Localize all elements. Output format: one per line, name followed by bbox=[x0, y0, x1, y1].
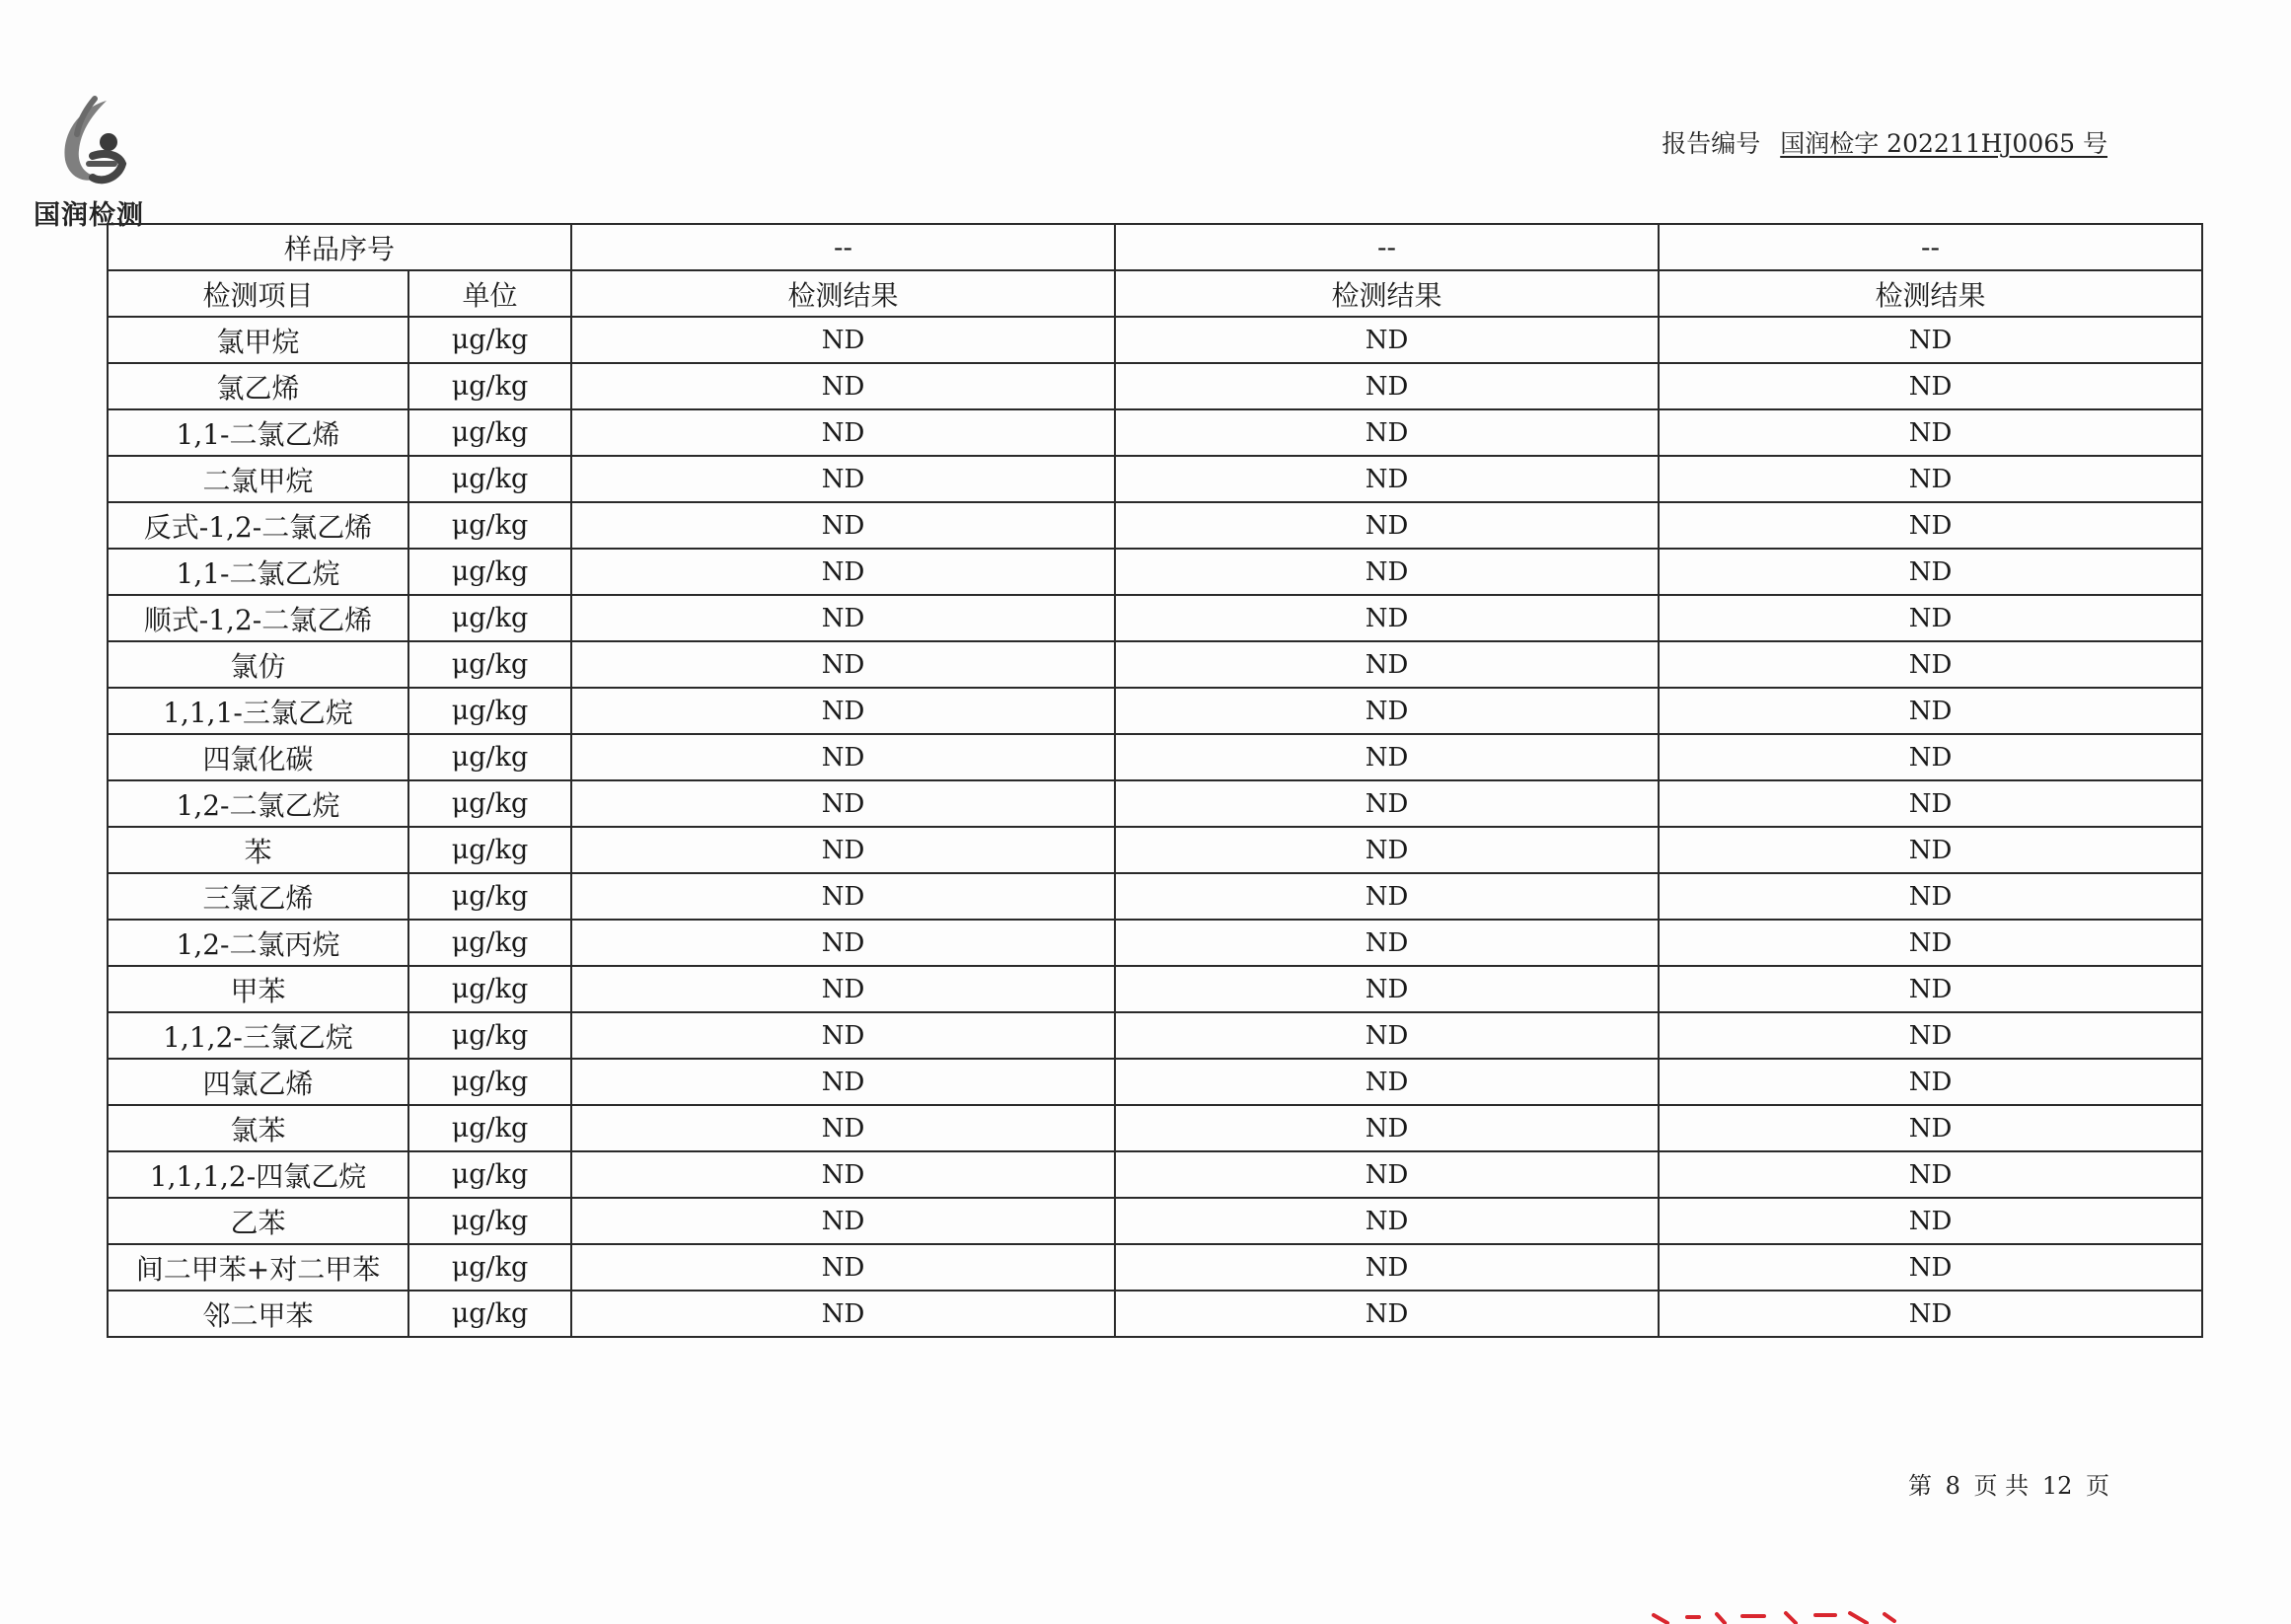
result-cell: ND bbox=[1659, 456, 2202, 502]
result-cell: ND bbox=[571, 1244, 1115, 1291]
results-table bbox=[107, 223, 2203, 1338]
result-cell: ND bbox=[571, 827, 1115, 873]
result-cell: ND bbox=[1659, 920, 2202, 966]
results-table-wrapper bbox=[107, 223, 2201, 1338]
unit-cell: μg/kg bbox=[408, 456, 571, 502]
result-cell: ND bbox=[1659, 827, 2202, 873]
result-cell: ND bbox=[1659, 363, 2202, 409]
table-row bbox=[108, 966, 2202, 1012]
table-row bbox=[108, 688, 2202, 734]
sample-number-value: -- bbox=[1659, 224, 2202, 270]
result-cell: ND bbox=[1659, 1105, 2202, 1151]
table-row bbox=[108, 456, 2202, 502]
page-current: 8 bbox=[1945, 1472, 1960, 1500]
result-cell: ND bbox=[1115, 641, 1659, 688]
item-cell: 1,1,1-三氯乙烷 bbox=[108, 688, 408, 734]
result-cell: ND bbox=[1659, 966, 2202, 1012]
result-cell: ND bbox=[571, 734, 1115, 780]
item-cell: 1,2-二氯丙烷 bbox=[108, 920, 408, 966]
item-cell: 氯乙烯 bbox=[108, 363, 408, 409]
column-header-row bbox=[108, 270, 2202, 317]
result-cell: ND bbox=[1115, 595, 1659, 641]
unit-cell: μg/kg bbox=[408, 595, 571, 641]
page-mid: 页 共 bbox=[1973, 1472, 2030, 1500]
result-cell: ND bbox=[1115, 873, 1659, 920]
result-cell: ND bbox=[1115, 363, 1659, 409]
result-cell: ND bbox=[571, 1059, 1115, 1105]
table-row bbox=[108, 1105, 2202, 1151]
unit-cell: μg/kg bbox=[408, 827, 571, 873]
result-cell: ND bbox=[1115, 1012, 1659, 1059]
table-row bbox=[108, 595, 2202, 641]
result-cell: ND bbox=[1659, 1198, 2202, 1244]
unit-cell: μg/kg bbox=[408, 734, 571, 780]
table-row bbox=[108, 1198, 2202, 1244]
table-row bbox=[108, 920, 2202, 966]
unit-cell: μg/kg bbox=[408, 688, 571, 734]
item-cell: 氯苯 bbox=[108, 1105, 408, 1151]
result-cell: ND bbox=[571, 966, 1115, 1012]
sample-number-value: -- bbox=[571, 224, 1115, 270]
result-cell: ND bbox=[1659, 502, 2202, 549]
unit-cell: μg/kg bbox=[408, 502, 571, 549]
result-cell: ND bbox=[571, 1151, 1115, 1198]
result-cell: ND bbox=[571, 317, 1115, 363]
result-cell: ND bbox=[571, 688, 1115, 734]
seal-stamp-icon bbox=[1648, 1611, 1904, 1624]
result-cell: ND bbox=[571, 1105, 1115, 1151]
unit-cell: μg/kg bbox=[408, 1244, 571, 1291]
item-cell: 氯仿 bbox=[108, 641, 408, 688]
result-cell: ND bbox=[571, 502, 1115, 549]
item-cell: 反式-1,2-二氯乙烯 bbox=[108, 502, 408, 549]
result-cell: ND bbox=[1115, 688, 1659, 734]
table-row bbox=[108, 363, 2202, 409]
logo-mark-icon bbox=[49, 95, 138, 193]
table-row bbox=[108, 502, 2202, 549]
sample-number-row bbox=[108, 224, 2202, 270]
result-cell: ND bbox=[1659, 688, 2202, 734]
item-cell: 1,1,2-三氯乙烷 bbox=[108, 1012, 408, 1059]
result-cell: ND bbox=[1659, 595, 2202, 641]
result-cell: ND bbox=[1115, 502, 1659, 549]
page-total: 12 bbox=[2041, 1472, 2073, 1500]
result-cell: ND bbox=[571, 549, 1115, 595]
result-cell: ND bbox=[1115, 1105, 1659, 1151]
unit-cell: μg/kg bbox=[408, 873, 571, 920]
unit-cell: μg/kg bbox=[408, 966, 571, 1012]
seal-stamp-fragment bbox=[1648, 1610, 1904, 1624]
result-cell: ND bbox=[1115, 456, 1659, 502]
result-cell: ND bbox=[1659, 1244, 2202, 1291]
result-cell: ND bbox=[571, 780, 1115, 827]
result-cell: ND bbox=[571, 1012, 1115, 1059]
result-cell: ND bbox=[1115, 409, 1659, 456]
column-header-result: 检测结果 bbox=[571, 270, 1115, 317]
logo-text: 国润检测 bbox=[34, 200, 144, 231]
page-number bbox=[1908, 1466, 2109, 1501]
result-cell: ND bbox=[1659, 1012, 2202, 1059]
table-row bbox=[108, 317, 2202, 363]
result-cell: ND bbox=[571, 409, 1115, 456]
result-cell: ND bbox=[571, 1198, 1115, 1244]
item-cell: 1,1-二氯乙烷 bbox=[108, 549, 408, 595]
table-row bbox=[108, 1151, 2202, 1198]
item-cell: 1,2-二氯乙烷 bbox=[108, 780, 408, 827]
table-row bbox=[108, 409, 2202, 456]
sample-number-label: 样品序号 bbox=[108, 224, 571, 270]
result-cell: ND bbox=[1659, 1059, 2202, 1105]
unit-cell: μg/kg bbox=[408, 549, 571, 595]
item-cell: 苯 bbox=[108, 827, 408, 873]
unit-cell: μg/kg bbox=[408, 1105, 571, 1151]
item-cell: 1,1-二氯乙烯 bbox=[108, 409, 408, 456]
result-cell: ND bbox=[1659, 780, 2202, 827]
unit-cell: μg/kg bbox=[408, 641, 571, 688]
item-cell: 乙苯 bbox=[108, 1198, 408, 1244]
table-row bbox=[108, 1244, 2202, 1291]
result-cell: ND bbox=[1659, 641, 2202, 688]
result-cell: ND bbox=[571, 595, 1115, 641]
page-prefix: 第 bbox=[1907, 1472, 1932, 1500]
result-cell: ND bbox=[1115, 1151, 1659, 1198]
unit-cell: μg/kg bbox=[408, 1059, 571, 1105]
result-cell: ND bbox=[1115, 920, 1659, 966]
item-cell: 四氯化碳 bbox=[108, 734, 408, 780]
result-cell: ND bbox=[1115, 780, 1659, 827]
item-cell: 四氯乙烯 bbox=[108, 1059, 408, 1105]
table-row bbox=[108, 873, 2202, 920]
result-cell: ND bbox=[1115, 549, 1659, 595]
unit-cell: μg/kg bbox=[408, 920, 571, 966]
unit-cell: μg/kg bbox=[408, 317, 571, 363]
result-cell: ND bbox=[571, 641, 1115, 688]
unit-cell: μg/kg bbox=[408, 1291, 571, 1337]
unit-cell: μg/kg bbox=[408, 1198, 571, 1244]
result-cell: ND bbox=[1115, 966, 1659, 1012]
result-cell: ND bbox=[1115, 827, 1659, 873]
column-header-item: 检测项目 bbox=[108, 270, 408, 317]
result-cell: ND bbox=[1659, 1151, 2202, 1198]
result-cell: ND bbox=[1659, 409, 2202, 456]
result-cell: ND bbox=[571, 456, 1115, 502]
result-cell: ND bbox=[1659, 317, 2202, 363]
results-table-body bbox=[108, 317, 2202, 1337]
item-cell: 甲苯 bbox=[108, 966, 408, 1012]
result-cell: ND bbox=[1115, 1059, 1659, 1105]
table-row bbox=[108, 1291, 2202, 1337]
result-cell: ND bbox=[1659, 873, 2202, 920]
result-cell: ND bbox=[1659, 1291, 2202, 1337]
table-row bbox=[108, 734, 2202, 780]
table-row bbox=[108, 780, 2202, 827]
result-cell: ND bbox=[1115, 1244, 1659, 1291]
item-cell: 二氯甲烷 bbox=[108, 456, 408, 502]
unit-cell: μg/kg bbox=[408, 363, 571, 409]
table-row bbox=[108, 1059, 2202, 1105]
column-header-result: 检测结果 bbox=[1115, 270, 1659, 317]
unit-cell: μg/kg bbox=[408, 409, 571, 456]
item-cell: 1,1,1,2-四氯乙烷 bbox=[108, 1151, 408, 1198]
item-cell: 间二甲苯+对二甲苯 bbox=[108, 1244, 408, 1291]
sample-number-value: -- bbox=[1115, 224, 1659, 270]
result-cell: ND bbox=[1115, 317, 1659, 363]
table-row bbox=[108, 1012, 2202, 1059]
column-header-result: 检测结果 bbox=[1659, 270, 2202, 317]
item-cell: 邻二甲苯 bbox=[108, 1291, 408, 1337]
unit-cell: μg/kg bbox=[408, 1151, 571, 1198]
report-number-value: 国润检字 202211HJ0065 号 bbox=[1780, 129, 2107, 158]
result-cell: ND bbox=[571, 363, 1115, 409]
item-cell: 氯甲烷 bbox=[108, 317, 408, 363]
page-suffix: 页 bbox=[2086, 1472, 2109, 1500]
result-cell: ND bbox=[571, 1291, 1115, 1337]
column-header-unit: 单位 bbox=[408, 270, 571, 317]
item-cell: 三氯乙烯 bbox=[108, 873, 408, 920]
table-row bbox=[108, 641, 2202, 688]
result-cell: ND bbox=[1115, 1291, 1659, 1337]
result-cell: ND bbox=[1659, 734, 2202, 780]
unit-cell: μg/kg bbox=[408, 1012, 571, 1059]
result-cell: ND bbox=[571, 873, 1115, 920]
report-number bbox=[1662, 124, 2107, 160]
result-cell: ND bbox=[1115, 1198, 1659, 1244]
item-cell: 顺式-1,2-二氯乙烯 bbox=[108, 595, 408, 641]
result-cell: ND bbox=[1659, 549, 2202, 595]
result-cell: ND bbox=[571, 920, 1115, 966]
result-cell: ND bbox=[1115, 734, 1659, 780]
table-row bbox=[108, 549, 2202, 595]
company-logo bbox=[34, 95, 162, 233]
unit-cell: μg/kg bbox=[408, 780, 571, 827]
table-row bbox=[108, 827, 2202, 873]
report-number-label: 报告编号 bbox=[1662, 129, 1761, 158]
